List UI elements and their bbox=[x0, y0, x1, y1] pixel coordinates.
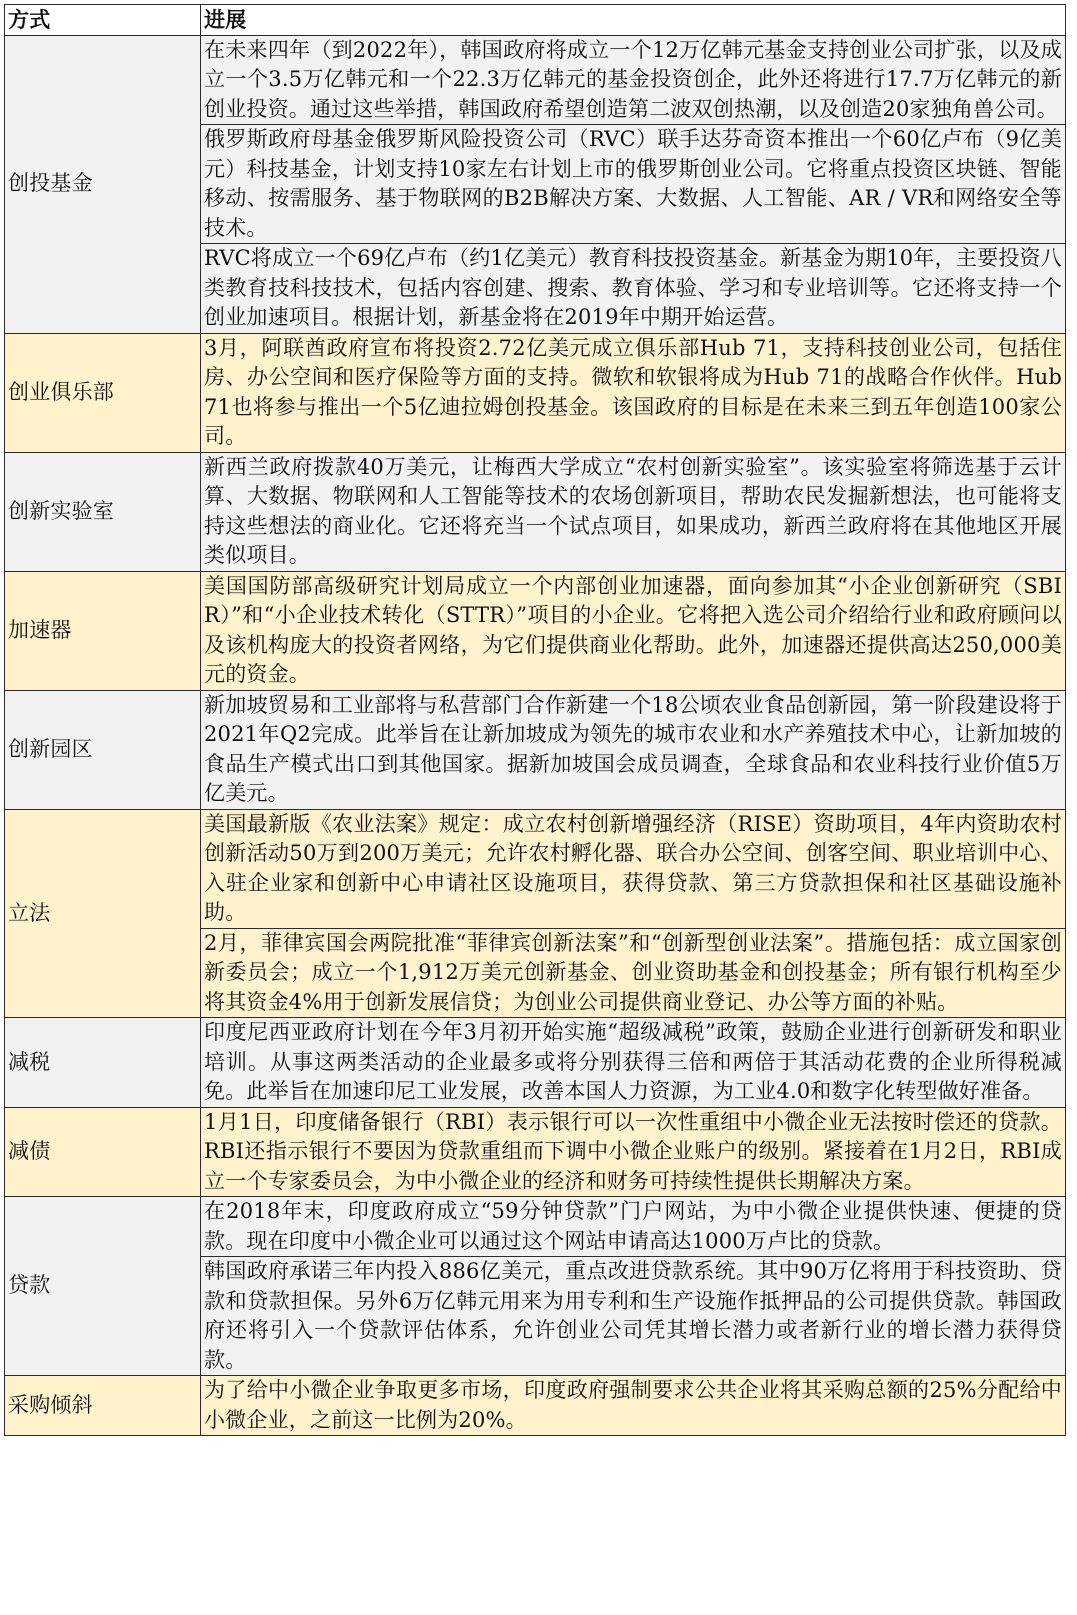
method-cell: 创投基金 bbox=[5, 35, 201, 333]
table-row bbox=[5, 333, 1066, 452]
progress-cell: RVC将成立一个69亿卢布（约1亿美元）教育科技投资基金。新基金为期10年，主要投资八类教育技科技技术，包括内容创建、搜索、教育体验、学习和专业培训等。它还将支持一个创业加速项目。根据计划，新基金将在2019年中期开始运营。 bbox=[201, 244, 1066, 334]
progress-cell: 2月，菲律宾国会两院批准“菲律宾创新法案”和“创新型创业法案”。措施包括：成立国家创新委员会；成立一个1,912万美元创新基金、创业资助基金和创投基金；所有银行机构至少将其资金4%用于创新发展信贷；为创业公司提供商业登记、办公等方面的补贴。 bbox=[201, 928, 1066, 1018]
method-cell: 创业俱乐部 bbox=[5, 333, 201, 452]
progress-cell: 新西兰政府拨款40万美元，让梅西大学成立“农村创新实验室”。该实验室将筛选基于云计算、大数据、物联网和人工智能等技术的农场创新项目，帮助农民发掘新想法，也可能将支持这些想法的商业化。它还将充当一个试点项目，如果成功，新西兰政府将在其他地区开展类似项目。 bbox=[201, 452, 1066, 571]
progress-cell: 3月，阿联酋政府宣布将投资2.72亿美元成立俱乐部Hub 71，支持科技创业公司，包括住房、办公空间和医疗保险等方面的支持。微软和软银将成为Hub 71的战略合作伙伴。Hub 71也将参与推出一个5亿迪拉姆创投基金。该国政府的目标是在未来三到五年创造100家公司。 bbox=[201, 333, 1066, 452]
method-cell: 贷款 bbox=[5, 1197, 201, 1376]
method-cell: 采购倾斜 bbox=[5, 1376, 201, 1436]
method-cell: 立法 bbox=[5, 809, 201, 1018]
progress-cell: 为了给中小微企业争取更多市场，印度政府强制要求公共企业将其采购总额的25%分配给中小微企业，之前这一比例为20%。 bbox=[201, 1376, 1066, 1436]
table-row bbox=[5, 452, 1066, 571]
progress-cell: 俄罗斯政府母基金俄罗斯风险投资公司（RVC）联手达芬奇资本推出一个60亿卢布（9亿美元）科技基金，计划支持10家左右计划上市的俄罗斯创业公司。它将重点投资区块链、智能移动、按需服务、基于物联网的B2B解决方案、大数据、人工智能、AR / VR和网络安全等技术。 bbox=[201, 125, 1066, 244]
progress-cell: 在2018年末，印度政府成立“59分钟贷款”门户网站，为中小微企业提供快速、便捷的贷款。现在印度中小微企业可以通过这个网站申请高达1000万卢比的贷款。 bbox=[201, 1197, 1066, 1257]
progress-cell: 美国国防部高级研究计划局成立一个内部创业加速器，面向参加其“小企业创新研究（SBIR）”和“小企业技术转化（STTR）”项目的小企业。它将把入选公司介绍给行业和政府顾问以及该机构庞大的投资者网络，为它们提供商业化帮助。此外，加速器还提供高达250,000美元的资金。 bbox=[201, 571, 1066, 690]
table-row bbox=[5, 571, 1066, 690]
table-row bbox=[5, 35, 1066, 125]
progress-cell: 1月1日，印度储备银行（RBI）表示银行可以一次性重组中小微企业无法按时偿还的贷款。RBI还指示银行不要因为贷款重组而下调中小微企业账户的级别。紧接着在1月2日，RBI成立一个专家委员会，为中小微企业的经济和财务可持续性提供长期解决方案。 bbox=[201, 1107, 1066, 1197]
header-progress: 进展 bbox=[201, 5, 1066, 36]
method-cell: 减债 bbox=[5, 1107, 201, 1197]
method-cell: 创新实验室 bbox=[5, 452, 201, 571]
table-row bbox=[5, 1107, 1066, 1197]
table-row bbox=[5, 1197, 1066, 1257]
progress-cell: 在未来四年（到2022年），韩国政府将成立一个12万亿韩元基金支持创业公司扩张，以及成立一个3.5万亿韩元和一个22.3万亿韩元的基金投资创企，此外还将进行17.7万亿韩元的新创业投资。通过这些举措，韩国政府希望创造第二波双创热潮，以及创造20家独角兽公司。 bbox=[201, 35, 1066, 125]
progress-cell: 新加坡贸易和工业部将与私营部门合作新建一个18公顷农业食品创新园，第一阶段建设将于2021年Q2完成。此举旨在让新加坡成为领先的城市农业和水产养殖技术中心，让新加坡的食品生产模式出口到其他国家。据新加坡国会成员调查，全球食品和农业科技行业价值5万亿美元。 bbox=[201, 690, 1066, 809]
progress-cell: 美国最新版《农业法案》规定：成立农村创新增强经济（RISE）资助项目，4年内资助农村创新活动50万到200万美元；允许农村孵化器、联合办公空间、创客空间、职业培训中心、入驻企业家和创新中心申请社区设施项目，获得贷款、第三方贷款担保和社区基础设施补助。 bbox=[201, 809, 1066, 928]
method-cell: 加速器 bbox=[5, 571, 201, 690]
header-method: 方式 bbox=[5, 5, 201, 36]
table-row bbox=[5, 690, 1066, 809]
progress-cell: 韩国政府承诺三年内投入886亿美元，重点改进贷款系统。其中90万亿将用于科技资助、贷款和贷款担保。另外6万亿韩元用来为用专利和生产设施作抵押品的公司提供贷款。韩国政府还将引入一个贷款评估体系，允许创业公司凭其增长潜力或者新行业的增长潜力获得贷款。 bbox=[201, 1257, 1066, 1376]
progress-cell: 印度尼西亚政府计划在今年3月初开始实施“超级减税”政策，鼓励企业进行创新研发和职业培训。从事这两类活动的企业最多或将分别获得三倍和两倍于其活动花费的企业所得税减免。此举旨在加速印尼工业发展，改善本国人力资源，为工业4.0和数字化转型做好准备。 bbox=[201, 1018, 1066, 1108]
table-row bbox=[5, 1376, 1066, 1436]
method-cell: 创新园区 bbox=[5, 690, 201, 809]
method-cell: 减税 bbox=[5, 1018, 201, 1108]
table-row bbox=[5, 809, 1066, 928]
table-row bbox=[5, 1018, 1066, 1108]
header-row bbox=[5, 5, 1066, 36]
policy-table bbox=[4, 4, 1066, 1436]
